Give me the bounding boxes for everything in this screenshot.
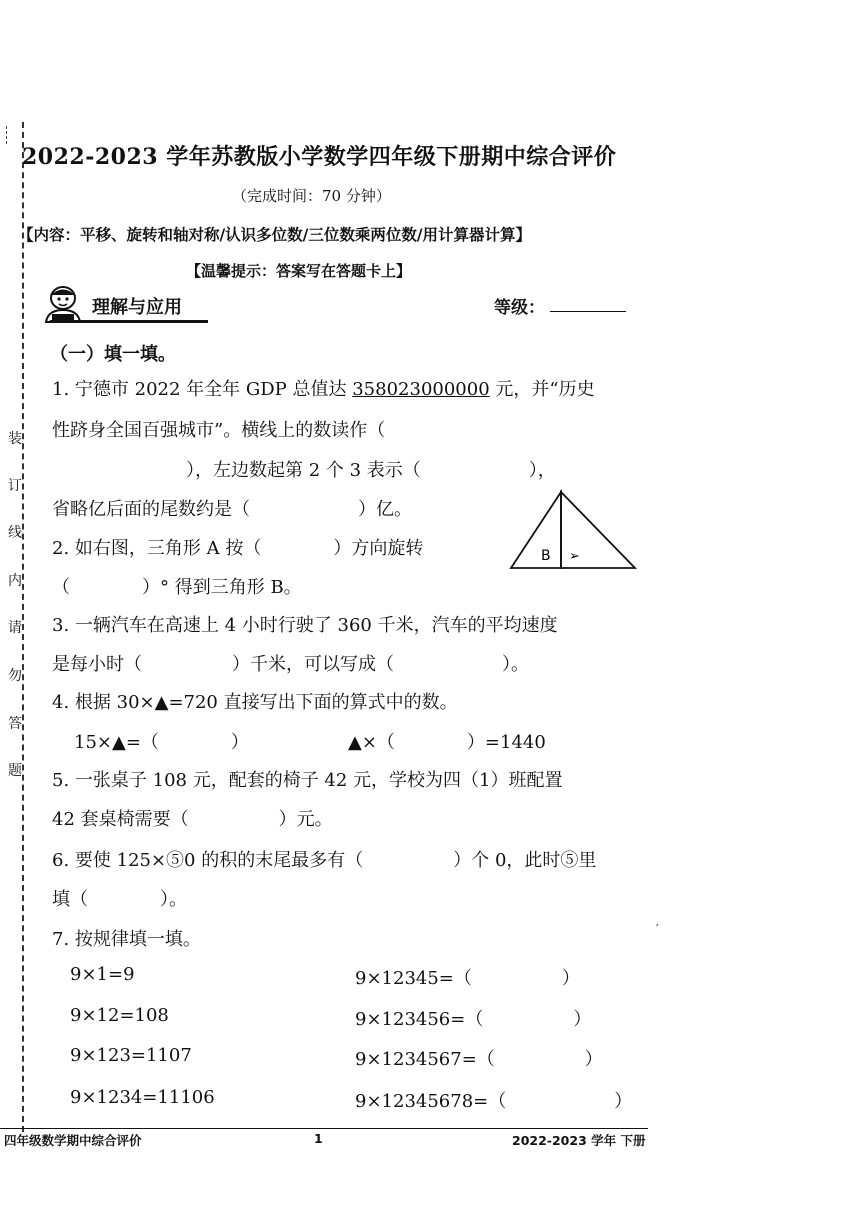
question-2-line-1: 2. 如右图，三角形 A 按（ ）方向旋转 bbox=[52, 538, 424, 559]
question-2-line-2: （ ）° 得到三角形 B。 bbox=[52, 577, 302, 598]
triangle-b-label: B bbox=[541, 548, 551, 564]
question-4-b: ▲×（ ）=1440 bbox=[348, 732, 546, 753]
binding-char: 线 bbox=[8, 525, 22, 541]
warm-tip: 【温馨提示：答案写在答题卡上】 bbox=[186, 262, 412, 280]
question-3-line-2: 是每小时（ ）千米，可以写成（ ）。 bbox=[52, 654, 529, 675]
binding-char: 内 bbox=[8, 573, 22, 589]
section-underline bbox=[50, 320, 208, 323]
stray-mark: ′ bbox=[656, 922, 659, 936]
pattern-left-row: 9×1234=11106 bbox=[70, 1087, 215, 1108]
pattern-right-row: 9×123456=（ ） bbox=[355, 1009, 592, 1030]
page-number: 1 bbox=[314, 1131, 323, 1146]
question-1-line-2: 性跻身全国百强城市”。横线上的数读作（ bbox=[52, 420, 386, 441]
question-text: 元，并“历史 bbox=[489, 379, 595, 400]
footer-left: 四年级数学期中综合评价 bbox=[4, 1133, 142, 1148]
grade-blank[interactable] bbox=[550, 311, 626, 312]
rotation-triangle-figure bbox=[505, 488, 641, 574]
student-mascot-icon bbox=[40, 284, 86, 324]
question-4-line-1: 4. 根据 30×▲=720 直接写出下面的算式中的数。 bbox=[52, 692, 458, 713]
content-scope: 【内容：平移、旋转和轴对称/认识多位数/三位数乘两位数/用计算器计算】 bbox=[18, 225, 531, 244]
question-7-title: 7. 按规律填一填。 bbox=[52, 929, 201, 950]
binding-char: 勿 bbox=[8, 668, 22, 684]
binding-char: 请 bbox=[8, 620, 22, 636]
pattern-left-row: 9×12=108 bbox=[70, 1005, 169, 1026]
triangle-b bbox=[511, 492, 561, 568]
footer-right: 2022-2023 学年 下册 bbox=[512, 1133, 646, 1148]
margin-tick bbox=[6, 126, 7, 144]
page-title: 2022-2023 学年苏教版小学数学四年级下册期中综合评价 bbox=[22, 144, 617, 170]
question-text: 1. 宁德市 2022 年全年 GDP 总值达 bbox=[52, 379, 353, 400]
question-5-line-2: 42 套桌椅需要（ ）元。 bbox=[52, 809, 333, 830]
question-1-line-3: ），左边数起第 2 个 3 表示（ ）， bbox=[186, 460, 556, 481]
part-heading: （一）填一填。 bbox=[50, 344, 176, 365]
pattern-left-row: 9×123=1107 bbox=[70, 1045, 192, 1066]
time-limit: （完成时间：70 分钟） bbox=[232, 187, 391, 205]
question-1-line-4: 省略亿后面的尾数约是（ ）亿。 bbox=[52, 499, 412, 520]
pattern-left-row: 9×1=9 bbox=[70, 964, 135, 985]
question-3-line-1: 3. 一辆汽车在高速上 4 小时行驶了 360 千米，汽车的平均速度 bbox=[52, 615, 558, 636]
question-6-line-2: 填（ ）。 bbox=[52, 889, 187, 910]
binding-char: 装 bbox=[8, 431, 22, 447]
question-6-line-1: 6. 要使 125×⑤0 的积的末尾最多有（ ）个 0，此时⑤里 bbox=[52, 850, 597, 871]
triangle-a-label: ➢ bbox=[569, 549, 580, 564]
grade-label: 等级： bbox=[494, 298, 545, 318]
question-1-line-1 bbox=[52, 375, 595, 401]
section-title: 理解与应用 bbox=[92, 297, 182, 318]
binding-char: 答 bbox=[8, 716, 22, 732]
binding-char: 订 bbox=[8, 478, 22, 494]
binding-char: 题 bbox=[8, 763, 22, 779]
question-5-line-1: 5. 一张桌子 108 元，配套的椅子 42 元，学校为四（1）班配置 bbox=[52, 770, 563, 791]
binding-dashed-line bbox=[22, 122, 24, 1132]
question-4-a: 15×▲=（ ） bbox=[74, 732, 249, 753]
footer-rule bbox=[0, 1128, 648, 1129]
pattern-right-row: 9×1234567=（ ） bbox=[355, 1049, 603, 1070]
pattern-right-row: 9×12345=（ ） bbox=[355, 968, 580, 989]
underlined-number: 358023000000 bbox=[352, 379, 490, 400]
pattern-right-row: 9×12345678=（ ） bbox=[355, 1091, 633, 1112]
